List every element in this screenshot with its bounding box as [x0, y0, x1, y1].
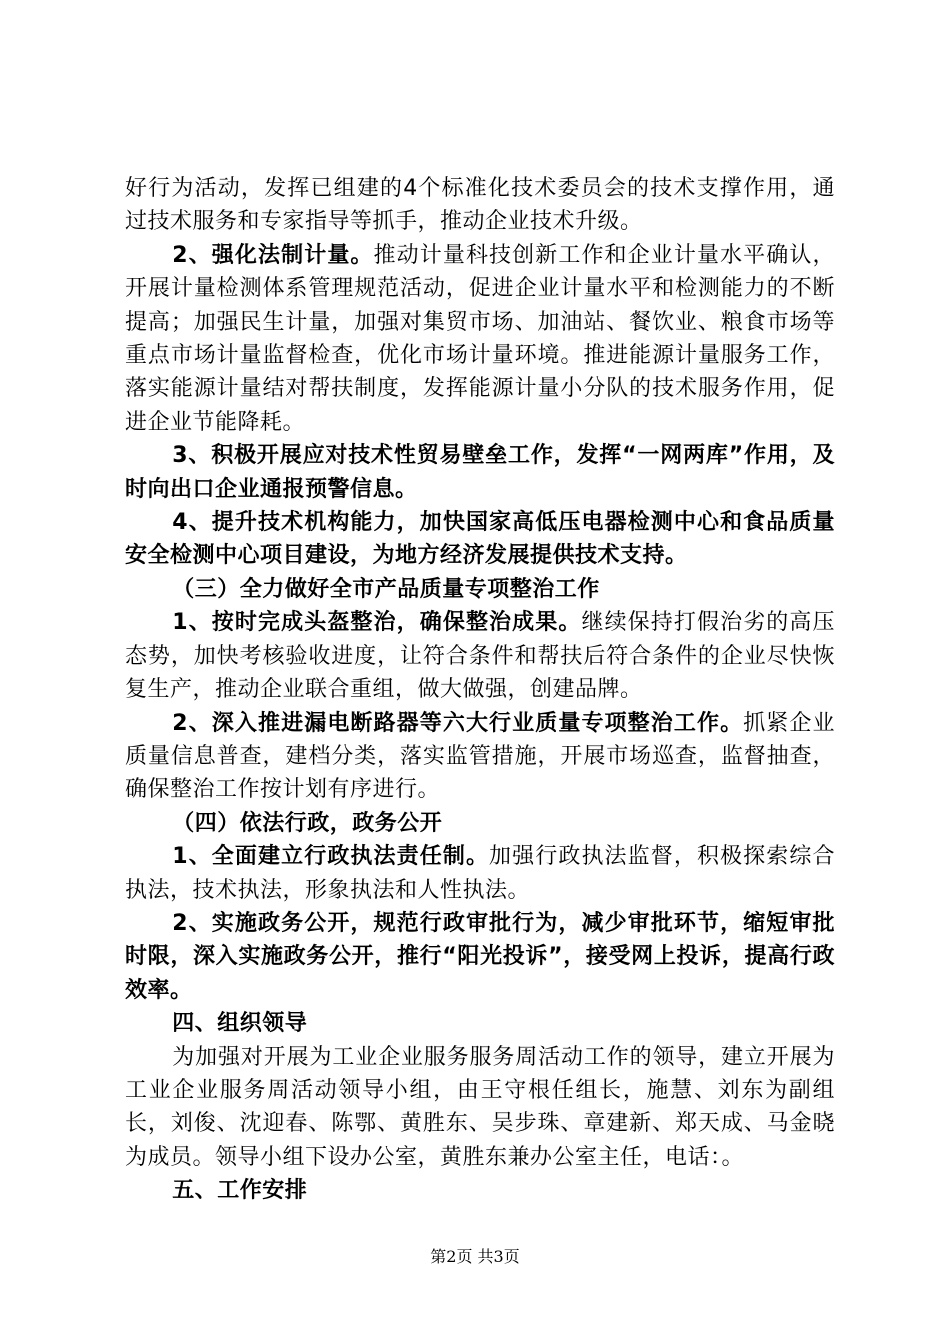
- paragraph-6-text: 继续保持打假治劣的高压态势，加快考核验收进度，让符合条件和帮扶后符合条件的企业尽快恢复生产，推动企业联合重组，做大做强，创建品牌。: [125, 610, 835, 703]
- paragraph-2-heading: 2、强化法制计量。: [172, 242, 374, 268]
- section-heading-4-text: （四）依法行政，政务公开: [172, 810, 443, 836]
- paragraph-7-text: 抓紧企业质量信息普查，建档分类，落实监管措施，开展市场巡查，监督抽查，确保整治工作按计划有序进行。: [125, 710, 835, 803]
- paragraph-12: [125, 1041, 835, 1175]
- paragraph-6: [125, 606, 835, 706]
- paragraph-3: [125, 439, 835, 506]
- paragraph-10-heading: 2、实施政务公开，规范行政审批行为，减少审批环节，缩短审批时限，深入实施政务公开，推行“阳光投诉”，接受网上投诉，提高行政效率。: [125, 910, 835, 1003]
- paragraph-6-heading: 1、按时完成头盔整治，确保整治成果。: [172, 610, 582, 636]
- paragraph-3-heading: 3、积极开展应对技术性贸易壁垒工作，发挥“一网两库”作用，及时向出口企业通报预警信息。: [125, 443, 835, 502]
- paragraph-9-heading: 1、全面建立行政执法责任制。: [172, 844, 490, 870]
- paragraph-7: [125, 707, 835, 807]
- paragraph-1: [125, 172, 835, 239]
- paragraph-7-heading: 2、深入推进漏电断路器等六大行业质量专项整治工作。: [172, 710, 744, 736]
- section-heading-4: [125, 807, 835, 840]
- section-heading-org-text: 四、组织领导: [172, 1011, 308, 1037]
- paragraph-1-text: 好行为活动，发挥已组建的4个标准化技术委员会的技术支撑作用，通过技术服务和专家指导等抓手，推动企业技术升级。: [125, 176, 835, 235]
- section-heading-3: [125, 573, 835, 606]
- paragraph-4-heading: 4、提升技术机构能力，加快国家高低压电器检测中心和食品质量安全检测中心项目建设，为地方经济发展提供技术支持。: [125, 510, 835, 569]
- paragraph-12-text: 为加强对开展为工业企业服务服务周活动工作的领导，建立开展为工业企业服务周活动领导小组，由王守根任组长，施慧、刘东为副组长，刘俊、沈迎春、陈鄂、黄胜东、吴步珠、章建新、郑天成、马金晓为成员。领导小组下设办公室，黄胜东兼办公室主任，电话：。: [125, 1044, 835, 1170]
- page-footer: 第2页 共3页: [430, 1247, 520, 1266]
- paragraph-4: [125, 506, 835, 573]
- section-heading-org: [125, 1007, 835, 1040]
- paragraph-10: [125, 907, 835, 1007]
- section-heading-schedule-text: 五、工作安排: [172, 1178, 308, 1204]
- section-heading-3-text: （三）全力做好全市产品质量专项整治工作: [172, 576, 600, 602]
- paragraph-9-text: 加强行政执法监督，积极探索综合执法，技术执法，形象执法和人性执法。: [125, 844, 835, 903]
- document-body: [125, 172, 835, 1208]
- paragraph-2: [125, 239, 835, 439]
- section-heading-schedule: [125, 1174, 835, 1207]
- paragraph-9: [125, 840, 835, 907]
- paragraph-2-text: 推动计量科技创新工作和企业计量水平确认，开展计量检测体系管理规范活动，促进企业计量水平和检测能力的不断提高；加强民生计量，加强对集贸市场、加油站、餐饮业、粮食市场等重点市场计量监督检查，优化市场计量环境。推进能源计量服务工作，落实能源计量结对帮扶制度，发挥能源计量小分队的技术服务作用，促进企业节能降耗。: [125, 242, 835, 435]
